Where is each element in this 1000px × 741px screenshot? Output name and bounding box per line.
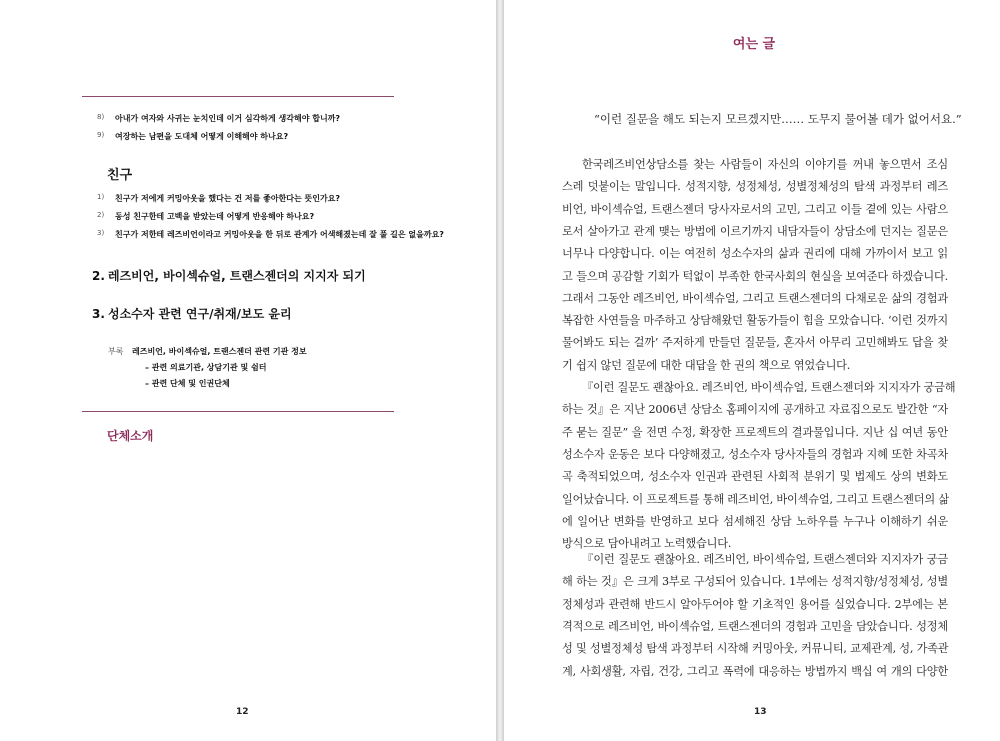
toc-question-number: 8): [97, 113, 105, 121]
appendix-item: – 관련 의료기관, 상담기관 및 쉼터: [145, 363, 267, 372]
section-rule-top: [82, 96, 394, 97]
paragraph-line: 로서 살아가고 관계 맺는 방법에 이르기까지 내담자들이 상담소에 던지는 질문은: [562, 224, 948, 238]
appendix-item: – 관련 단체 및 인권단체: [145, 379, 230, 388]
chapter-title: [504, 33, 1000, 52]
toc-question-number: 1): [97, 193, 105, 201]
appendix-label: 부록: [108, 347, 124, 356]
paragraph-line: 격적으로 레즈비언, 바이섹슈얼, 트랜스젠더의 경험과 고민을 담았습니다. 성정체: [562, 619, 948, 633]
paragraph-line: 스레 덧붙이는 말입니다. 성적지향, 성정체성, 성별정체성의 탐색 과정부터 레즈: [562, 180, 948, 194]
toc-part-2: [92, 267, 366, 284]
paragraph-line: 주 묻는 질문” 을 전면 수정, 확장한 프로젝트의 결과물입니다. 지난 십 여년 동안: [562, 425, 948, 439]
toc-part-number: 2.: [92, 269, 105, 283]
paragraph-line: 너무나 다양합니다. 이는 여전히 성소수자의 삶과 권리에 대해 가까이서 보고 읽: [562, 247, 948, 261]
paragraph-line: 곡 축적되었으며, 성소수자 인권과 관련된 사회적 분위기 및 법제도 상의 변화도: [562, 470, 948, 484]
toc-question-number: 9): [97, 131, 105, 139]
toc-question-text: 동성 친구한테 고백을 받았는데 어떻게 반응해야 하나요?: [115, 212, 315, 221]
paragraph-line: 비언, 바이섹슈얼, 트랜스젠더 당사자로서의 고민, 그리고 이들 곁에 있는 사람으: [562, 202, 948, 216]
paragraph-line: 성소수자 운동은 보다 다양해졌고, 성소수자 당사자들의 경험과 지혜 또한 차곡차: [562, 447, 948, 461]
toc-question-number: 3): [97, 229, 105, 237]
toc-part-number: 3.: [92, 307, 105, 321]
toc-question: [97, 193, 341, 204]
toc-part-3: [92, 305, 292, 322]
toc-question: [97, 211, 315, 222]
section-rule-bottom: [82, 411, 394, 412]
toc-question: [97, 131, 289, 142]
paragraph-line: 고 들으며 공감할 기회가 턱없이 부족한 한국사회의 현실을 보여준다 하겠습니다.: [562, 269, 948, 283]
paragraph-line: 기 쉽지 않던 질문에 대한 대답을 한 권의 책으로 엮었습니다.: [562, 358, 851, 372]
toc-question-number: 2): [97, 211, 105, 219]
paragraph-line: 에 일어난 변화를 반영하고 보다 섬세해진 상담 노하우를 누구나 이해하기 쉬운: [562, 514, 948, 528]
paragraph-line: 그래서 그동안 레즈비언, 바이섹슈얼, 그리고 트랜스젠더의 다채로운 삶의 경험과: [562, 291, 948, 305]
right-page: [504, 0, 1000, 741]
left-page: [0, 0, 496, 741]
page-number-left: 12: [236, 707, 249, 717]
toc-question-text: 여장하는 남편을 도대체 어떻게 이해해야 하나요?: [115, 132, 289, 141]
paragraph-line: 정체성과 관련해 반드시 알아두어야 할 기초적인 용어를 실었습니다. 2부에는 본: [562, 597, 948, 611]
page-number-right: 13: [754, 707, 767, 717]
paragraph-line: 방식으로 담아내려고 노력했습니다.: [562, 537, 732, 551]
chapter-title-text: 여는 글: [732, 37, 776, 52]
paragraph-line: 복잡한 사연들을 마주하고 상담해왔던 활동가들이 힘을 모았습니다. ‘이런 것까지: [562, 314, 948, 328]
paragraph-line: 한국레즈비언상담소를 찾는 사람들이 자신의 이야기를 꺼내 놓으면서 조심: [582, 158, 948, 171]
toc-part-title: 성소수자 관련 연구/취재/보도 윤리: [108, 307, 292, 321]
book-gutter: [496, 0, 504, 741]
paragraph-line: 해 하는 것』은 크게 3부로 구성되어 있습니다. 1부에는 성적지향/성정체성, 성별: [562, 575, 948, 589]
organization-heading: 단체소개: [107, 429, 154, 443]
toc-part-title: 레즈비언, 바이섹슈얼, 트랜스젠더의 지지자 되기: [108, 269, 366, 283]
paragraph-line: 『이런 질문도 괜찮아요. 레즈비언, 바이섹슈얼, 트랜스젠더와 지지자가 궁금: [582, 553, 948, 566]
opening-quote: “이런 질문을 해도 되는지 모르겠지만…… 도무지 물어볼 데가 없어서요.”: [594, 112, 962, 126]
toc-question-text: 아내가 여자와 사귀는 눈치인데 이거 심각하게 생각해야 합니까?: [115, 114, 341, 123]
paragraph-line: 물어봐도 되는 걸까’ 주저하게 만들던 질문들, 혼자서 아무리 고민해봐도 답을 찾: [562, 336, 948, 350]
paragraph-line: 일어났습니다. 이 프로젝트를 통해 레즈비언, 바이섹슈얼, 그리고 트랜스젠더의 삶: [562, 492, 949, 506]
toc-question: [97, 229, 444, 240]
paragraph-line: 성 및 성별정체성 탐색 과정부터 시작해 커밍아웃, 커뮤니티, 교제관계, 성, 가족관: [562, 642, 949, 656]
toc-question-text: 친구가 저한테 레즈비언이라고 커밍아웃을 한 뒤로 관계가 어색해졌는데 잘 풀 길은 없을까요?: [115, 230, 444, 239]
paragraph-line: 하는 것』은 지난 2006년 상담소 홈페이지에 공개하고 자료집으로도 발간한 “자: [562, 403, 948, 417]
paragraph-line: 계, 사회생활, 자립, 건강, 그리고 폭력에 대응하는 방법까지 백십 여 개의 다양한: [562, 664, 948, 678]
toc-question: [97, 113, 341, 124]
paragraph-line: 『이런 질문도 괜찮아요. 레즈비언, 바이섹슈얼, 트랜스젠더와 지지자가 궁금해: [582, 381, 956, 394]
section-heading-friends: 친구: [107, 168, 133, 183]
toc-question-text: 친구가 저에게 커밍아웃을 했다는 건 저를 좋아한다는 뜻인가요?: [115, 194, 341, 203]
appendix-title: 레즈비언, 바이섹슈얼, 트랜스젠더 관련 기관 정보: [132, 347, 307, 356]
